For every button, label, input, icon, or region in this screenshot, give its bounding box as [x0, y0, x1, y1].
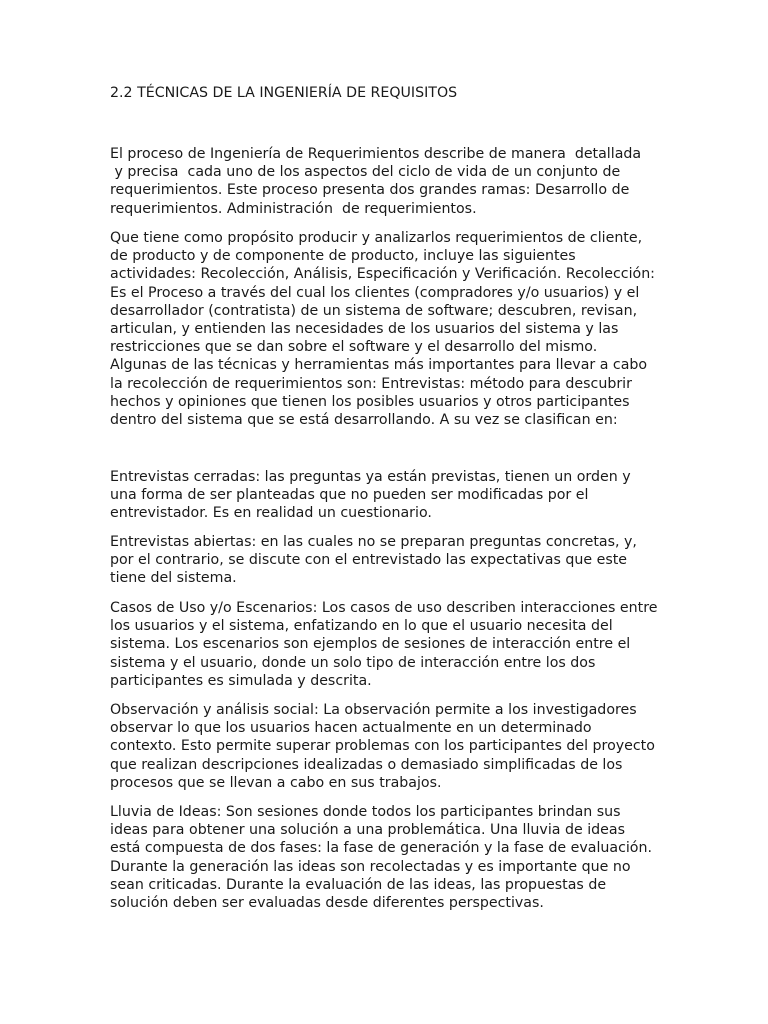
paragraph-intro: El proceso de Ingeniería de Requerimientos describe de manera detallada y precisa cada uno de los aspectos del ciclo de vida de un conjunto de requerimientos. Este proceso presenta dos grandes ramas: Desarrollo de requerimientos. Administración de requerimientos.	[110, 146, 642, 217]
paragraph-open-interviews: Entrevistas abiertas: en las cuales no se preparan preguntas concretas, y, por el contrario, se discute con el entrevistado las expectativas que este tiene del sistema.	[110, 534, 637, 587]
paragraph-purpose: Que tiene como propósito producir y analizarlos requerimientos de cliente, de producto y de componente de producto, incluye las siguientes actividades: Recolección, Análisis, Especificación y Verificación. Recolección: Es el Proceso a través del cual los clientes (compradores y/o usuarios) y el desarrollador (contratista) de un sistema de software; descubren, revisan, articulan, y entienden las necesidades de los usuarios del sistema y las restricciones que se dan sobre el software y el desarrollo del mismo. Algunas de las técnicas y herramientas más importantes para llevar a cabo la recolección de requerimientos son: Entrevistas: método para descubrir hechos y opiniones que tienen los posibles usuarios y otros participantes dentro del sistema que se está desarrollando. A su vez se clasifican en:	[110, 230, 655, 429]
section-heading: 2.2 TÉCNICAS DE LA INGENIERÍA DE REQUISITOS	[110, 85, 458, 101]
paragraph-observation: Observación y análisis social: La observación permite a los investigadores observar lo que los usuarios hacen actualmente en un determinado contexto. Esto permite superar problemas con los participantes del proyecto que realizan descripciones idealizadas o demasiado simplificadas de los procesos que se llevan a cabo en sus trabajos.	[110, 702, 655, 791]
paragraph-closed-interviews: Entrevistas cerradas: las preguntas ya están previstas, tienen un orden y una forma de ser planteadas que no pueden ser modificadas por el entrevistador. Es en realidad un cuestionario.	[110, 469, 631, 522]
paragraph-use-cases: Casos de Uso y/o Escenarios: Los casos de uso describen interacciones entre los usuarios y el sistema, enfatizando en lo que el usuario necesita del sistema. Los escenarios son ejemplos de sesiones de interacción entre el sistema y el usuario, donde un solo tipo de interacción entre los dos participantes es simulada y descrita.	[110, 600, 658, 689]
paragraph-brainstorming: Lluvia de Ideas: Son sesiones donde todos los participantes brindan sus ideas para obtener una solución a una problemática. Una lluvia de ideas está compuesta de dos fases: la fase de generación y la fase de evaluación. Durante la generación las ideas son recolectadas y es importante que no sean criticadas. Durante la evaluación de las ideas, las propuestas de solución deben ser evaluadas desde diferentes perspectivas.	[110, 804, 652, 912]
